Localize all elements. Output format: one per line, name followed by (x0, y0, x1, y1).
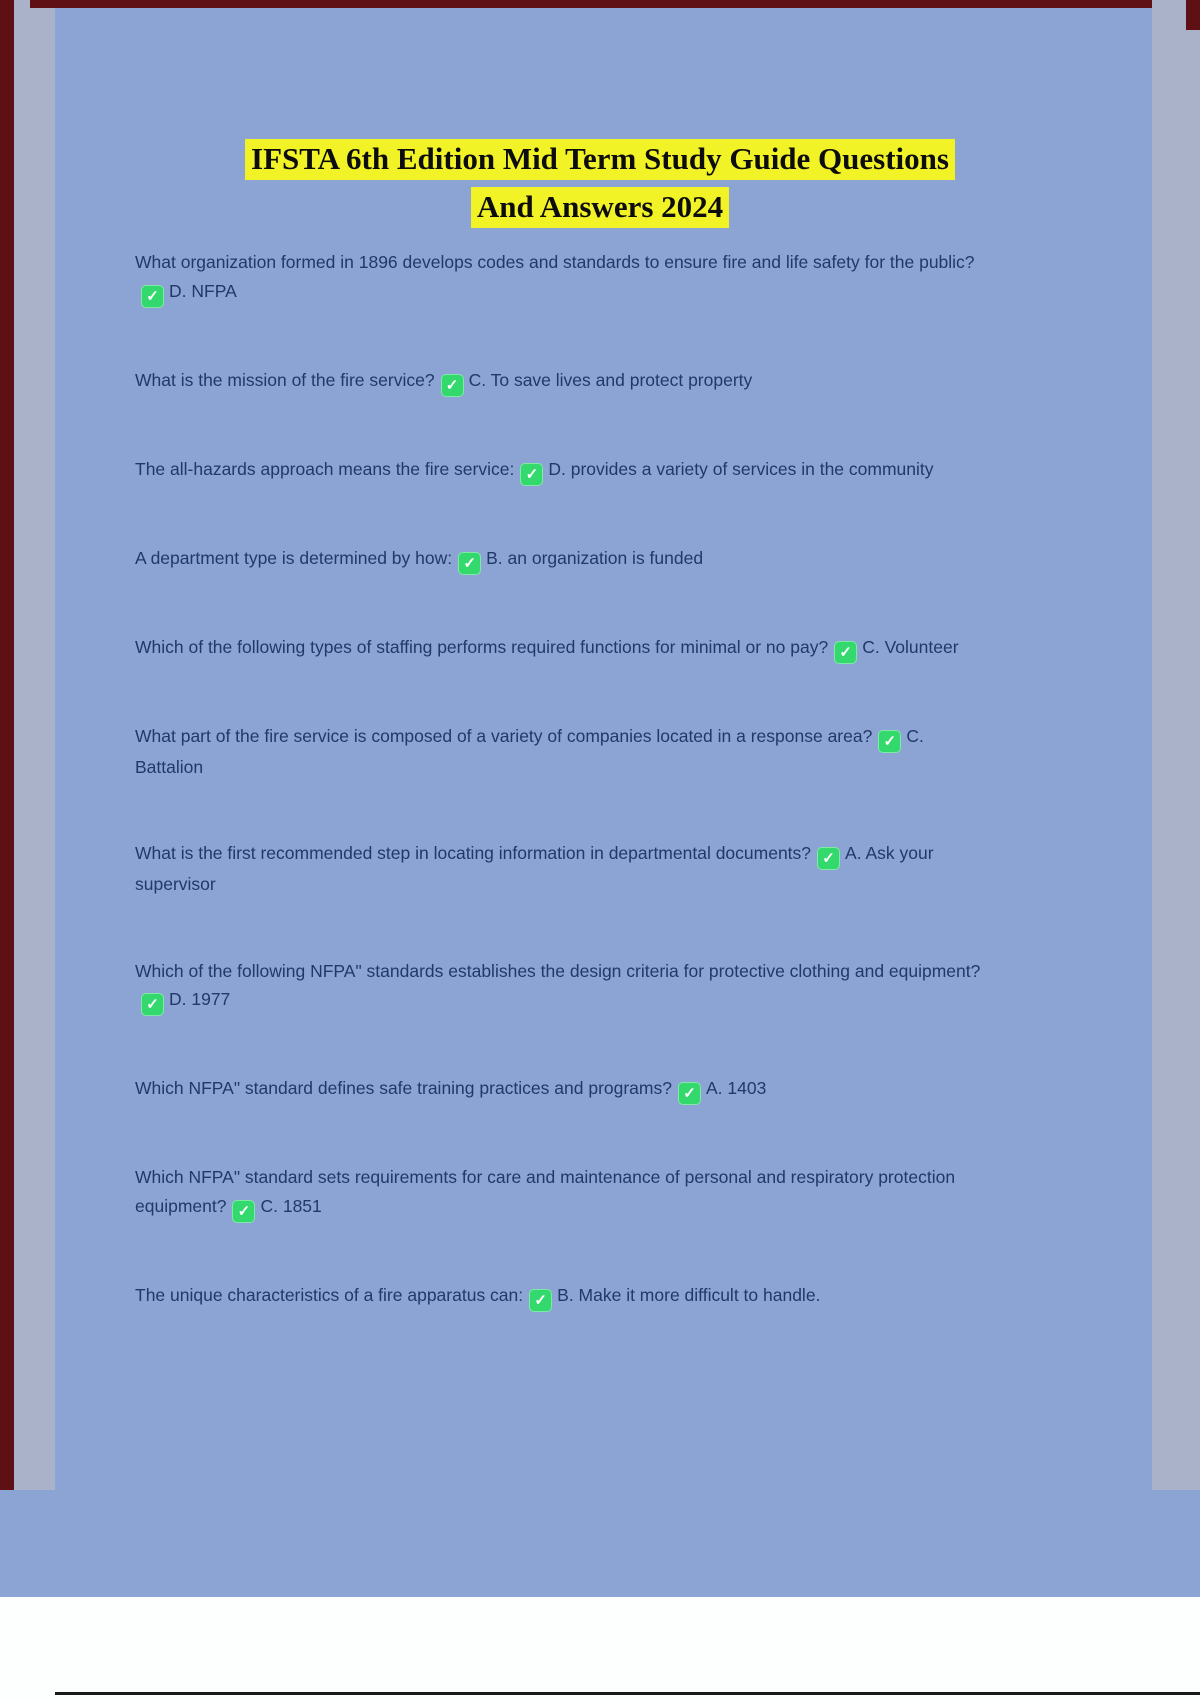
question-item (135, 1281, 995, 1312)
question-item (135, 957, 995, 1017)
question-text: The all-hazards approach means the fire service: (135, 458, 515, 479)
question-item (135, 839, 995, 899)
answer-text: B. Make it more difficult to handle. (557, 1284, 821, 1305)
check-icon: ✓ (141, 993, 164, 1016)
check-icon: ✓ (232, 1200, 255, 1223)
question-text: A department type is determined by how: (135, 547, 453, 568)
page-title (0, 136, 1200, 230)
check-icon: ✓ (458, 552, 481, 575)
check-icon: ✓ (834, 641, 857, 664)
answer-text: D. 1977 (169, 989, 231, 1009)
question-item (135, 455, 995, 486)
answer-text: C. Battalion (135, 725, 924, 777)
check-icon: ✓ (141, 285, 164, 308)
answer-text: D. provides a variety of services in the community (548, 458, 934, 479)
answer-text: B. an organization is funded (486, 547, 704, 568)
answer-text: C. Volunteer (862, 636, 959, 657)
question-item (135, 1074, 995, 1105)
question-text: What is the mission of the fire service? (135, 369, 435, 390)
check-icon: ✓ (878, 730, 901, 753)
title-highlight-2: And Answers 2024 (471, 187, 729, 228)
check-icon: ✓ (678, 1082, 701, 1105)
question-text: The unique characteristics of a fire apparatus can: (135, 1284, 524, 1305)
question-list (135, 248, 995, 1312)
question-text: Which of the following NFPA" standards establishes the design criteria for protective clothing and equipment? (135, 960, 981, 981)
question-text: Which NFPA" standard defines safe training practices and programs? (135, 1078, 672, 1098)
title-line-1 (0, 136, 1200, 182)
check-icon: ✓ (520, 463, 543, 486)
question-item (135, 722, 995, 782)
question-item (135, 1163, 995, 1223)
question-item (135, 248, 995, 308)
answer-text: D. NFPA (169, 280, 237, 301)
bottom-white-margin (0, 1597, 1200, 1700)
question-text: What is the first recommended step in locating information in departmental documents? (135, 843, 812, 863)
question-text: What part of the fire service is composed of a variety of companies located in a response area? (135, 725, 873, 746)
question-text: Which NFPA" standard sets requirements for care and maintenance of personal and respiratory protection equipment? (135, 1167, 956, 1216)
answer-text: C. 1851 (260, 1195, 322, 1216)
title-highlight-1: IFSTA 6th Edition Mid Term Study Guide Questions (245, 139, 955, 180)
answer-text: C. To save lives and protect property (468, 369, 753, 390)
check-icon: ✓ (441, 374, 464, 397)
question-item (135, 633, 995, 664)
bottom-rule-line (55, 1692, 1200, 1695)
title-line-2 (0, 184, 1200, 230)
question-item (135, 366, 995, 397)
question-text: Which of the following types of staffing performs required functions for minimal or no pay? (135, 636, 829, 657)
check-icon: ✓ (529, 1289, 552, 1312)
question-text: What organization formed in 1896 develops codes and standards to ensure fire and life safety for the public? (135, 252, 975, 272)
question-item (135, 544, 995, 575)
check-icon: ✓ (817, 847, 840, 870)
answer-text: A. 1403 (705, 1078, 767, 1098)
answer-text: A. Ask your supervisor (135, 843, 934, 894)
